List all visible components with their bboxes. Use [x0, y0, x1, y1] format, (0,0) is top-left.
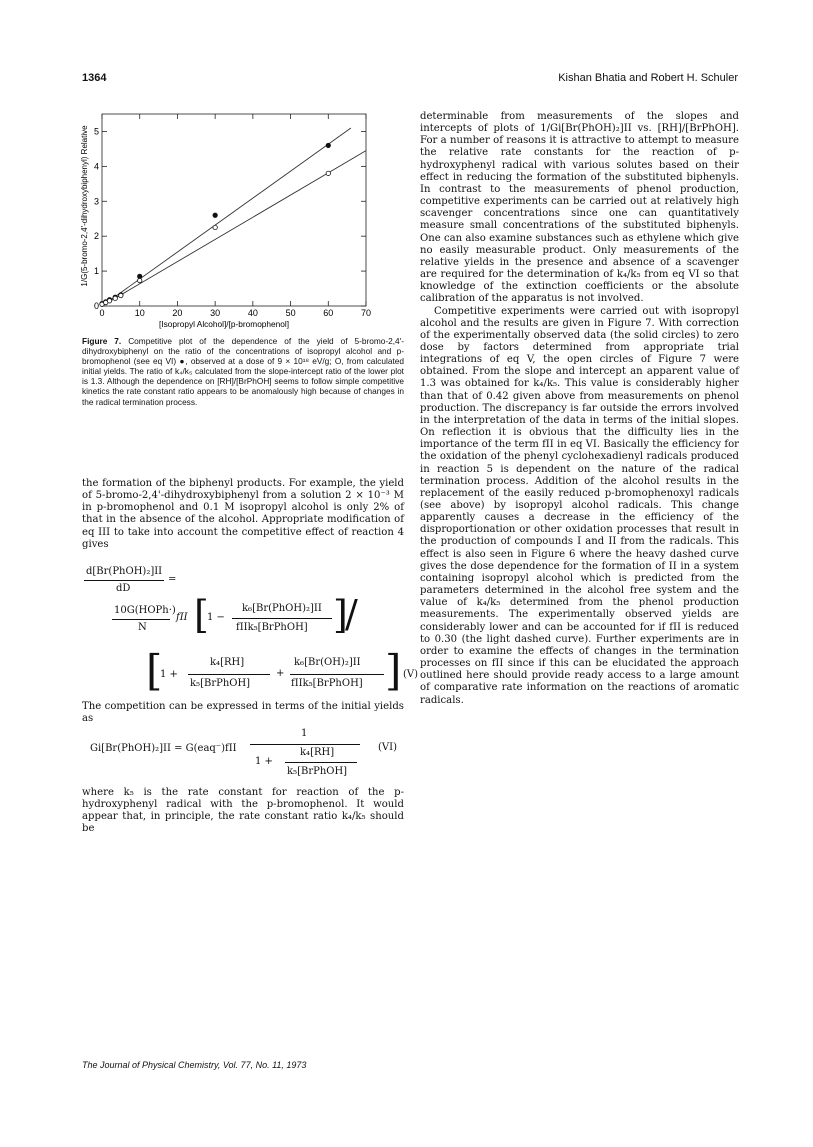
- eq-vi-den-num: k₄[RH]: [300, 747, 335, 758]
- series-0-point: [213, 213, 217, 217]
- running-header-authors: Kishan Bhatia and Robert H. Schuler: [558, 72, 738, 84]
- caption-label: Figure 7.: [82, 336, 122, 346]
- eq-v-slash: /: [345, 592, 358, 636]
- eq-v-bracket2-open: [: [146, 646, 163, 695]
- page-number: 1364: [82, 72, 107, 84]
- eq-v-plus: +: [276, 668, 285, 679]
- x-tick-label: 20: [172, 308, 183, 318]
- left-paragraph-1: the formation of the biphenyl products. For example, the yield of 5-bromo-2,4'-dihydroxybiphenyl from a solution 2 × 10⁻³ M in p-bromophenol and 0.1 M isopropyl alcohol is only 2% of that in the absence of the alcohol. Appropriate modification of eq III to take into account the competitive effect of reaction 4 gives: [82, 478, 404, 550]
- caption-text: Competitive plot of the dependence of the yield of 5-bromo-2,4'-dihydroxybiphenyl on the ratio of the concentrations of isopropyl alcohol and p-bromophenol (see eq VI) ●, observed at a dose of 9 × 10¹⁸ eV/g; O, from calculated initial yields. The ratio of k₄/k₅ calculated from the slope-intercept ratio of the lower plot is 1.3. Although the dependence on [RH]/[BrPhOH] seems to follow simple competitive kinetics the rate constant ratio appears to be anomalously high because of changes in the radical termination process.: [82, 336, 405, 407]
- y-tick-label: 1: [93, 266, 99, 277]
- x-tick-label: 50: [285, 308, 296, 318]
- eq-v-c-den: k₅[BrPhOH]: [190, 678, 251, 689]
- x-tick-label: 40: [247, 308, 258, 318]
- eq-v-d-bar: [290, 674, 384, 675]
- series-1-point: [119, 293, 123, 297]
- eq-vi-num: 1: [301, 728, 308, 739]
- x-tick-label: 30: [210, 308, 221, 318]
- eq-v-equals: =: [168, 574, 177, 585]
- series-1-point: [138, 278, 142, 282]
- eq-v-d-num: k₆[Br(OH)₂]II: [294, 657, 361, 668]
- eq-v-bracket-open: [: [194, 593, 209, 637]
- eq-v-b-den: fIIk₅[BrPhOH]: [236, 622, 308, 633]
- journal-footer: The Journal of Physical Chemistry, Vol. 77, No. 11, 1973: [82, 1060, 307, 1070]
- eq-vi-den-den: k₅[BrPhOH]: [287, 766, 348, 777]
- y-tick-label: 2: [93, 231, 99, 242]
- eq-v-a-bar: [112, 619, 170, 620]
- eq-v-bracket-close: ]: [333, 593, 348, 637]
- x-axis-label: [Isopropyl Alcohol]/[p-bromophenol]: [158, 319, 290, 329]
- x-tick-label: 0: [99, 308, 105, 318]
- eq-v-fII: fII: [176, 612, 188, 623]
- series-1-point: [213, 225, 217, 229]
- y-tick-label: 4: [93, 161, 99, 172]
- eq-vi-label: (VI): [378, 742, 397, 753]
- series-0-point: [326, 143, 330, 147]
- eq-v-bracket2-close: ]: [385, 646, 402, 695]
- y-tick-label: 3: [93, 196, 99, 207]
- eq-v-a-den: N: [138, 622, 147, 633]
- eq-v-b-bar: [232, 618, 332, 619]
- eq-vi-den-one-plus: 1 +: [255, 756, 273, 767]
- right-paragraph-1: determinable from measurements of the slopes and intercepts of plots of 1/Gi[Br(PhOH)₂]II vs. [RH]/[BrPhOH]. For a number of reasons it is attractive to attempt to measure the relative rate constants for the reaction of p-hydroxyphenyl radical with various solutes based on their effect in reducing the formation of the substituted biphenyls. In contrast to the measurements of phenol production, competitive experiments can be carried out at relatively high scavenger concentrations since one can quantitatively measure small concentrations of the substituted biphenyls. One can also examine substances such as ethylene which give no easily measurable product. Only measurements of the relative yields in the presence and absence of a scavenger are required for the determination of k₄/k₅ from eq VI so that knowledge of the extinction coefficients or the absolute calibration of the apparatus is not involved.: [420, 111, 739, 305]
- eq-vi-lhs: Gi[Br(PhOH)₂]II = G(eaq⁻)fII: [90, 743, 237, 754]
- left-paragraph-3: where k₅ is the rate constant for reaction of the p-hydroxyphenyl radical with the p-bromophenol. It would appear that, in principle, the rate constant ratio k₄/k₅ should be: [82, 787, 404, 835]
- right-paragraph-2: Competitive experiments were carried out with isopropyl alcohol and the results are given in Figure 7. With correction of the experimentally observed data (the solid circles) to zero dose by factors determined from appropriate trial integrations of eq V, the open circles of Figure 7 were obtained. From the slope and intercept an apparent value of 1.3 was obtained for k₄/k₅. This value is considerably higher than that of 0.42 given above from measurements on phenol production. The discrepancy is far outside the errors involved in the interpretation of the data in terms of the initial slopes. On reflection it is obvious that the difficulty lies in the importance of the term fII in eq VI. Basically the efficiency for the oxidation of the phenyl cyclohexadienyl radicals produced in reaction 5 is dependent on the nature of the radical termination process. Addition of the alcohol results in the replacement of the easily reduced p-bromophenoxyl radicals (see above) by isopropyl alcohol radicals. This change apparently causes a decrease in the efficiency of the disproportionation or other oxidation processes that result in the production of compounds I and II from the radicals. This effect is also seen in Figure 6 where the heavy dashed curve gives the dose dependence for the formation of II in a system containing isopropyl alcohol which is predicted from the parameters determined in the alcohol free system and the value of k₄/k₅ determined from the phenol production measurements. The experimentally observed yields are considerably lower and can be accounted for if fII is reduced to 0.30 (the light dashed curve). Further experiments are in order to examine the effects of changes in the termination processes on fII since if this can be elucidated the approach outlined here should provide ready access to a large amount of comparative rate information on the reactions of aromatic radicals.: [420, 305, 739, 706]
- eq-v-one-minus: 1 −: [207, 612, 225, 623]
- eq-vi-bar: [250, 744, 360, 745]
- eq-v-c-one-plus: 1 +: [160, 669, 178, 680]
- series-1-point: [107, 299, 111, 303]
- y-tick-label: 5: [93, 126, 99, 137]
- series-0-point: [138, 274, 142, 278]
- left-column: [82, 478, 404, 551]
- figure-7-chart: [78, 100, 378, 332]
- eq-vi-den-bar: [285, 762, 357, 763]
- x-tick-label: 60: [323, 308, 334, 318]
- eq-v-d-den: fIIk₅[BrPhOH]: [291, 678, 363, 689]
- series-1-point: [113, 296, 117, 300]
- y-axis-label: 1/G(5-bromo-2,4'-dihydroxybiphenyl) Relative: [80, 125, 89, 287]
- eq-v-b-num: k₆[Br(PhOH)₂]II: [242, 603, 322, 614]
- right-column: [420, 111, 739, 707]
- eq-v-lhs-den: dD: [116, 583, 131, 594]
- eq-v-lhs-bar: [84, 580, 164, 581]
- eq-v-c-num: k₄[RH]: [210, 657, 245, 668]
- eq-v-label: (V): [403, 669, 419, 680]
- x-tick-label: 70: [360, 308, 372, 318]
- left-column-mid: [82, 701, 404, 725]
- eq-v-a-num: 10G(HOPh·): [114, 605, 176, 616]
- eq-v-c-bar: [188, 674, 270, 675]
- y-tick-label: 0: [93, 301, 99, 311]
- series-1-point: [326, 171, 330, 175]
- eq-v-lhs-num: d[Br(PhOH)₂]II: [86, 566, 163, 577]
- figure-caption: [82, 336, 404, 407]
- left-column-bottom: [82, 787, 404, 836]
- x-tick-label: 10: [134, 308, 145, 318]
- left-paragraph-2: The competition can be expressed in terms of the initial yields as: [82, 701, 404, 725]
